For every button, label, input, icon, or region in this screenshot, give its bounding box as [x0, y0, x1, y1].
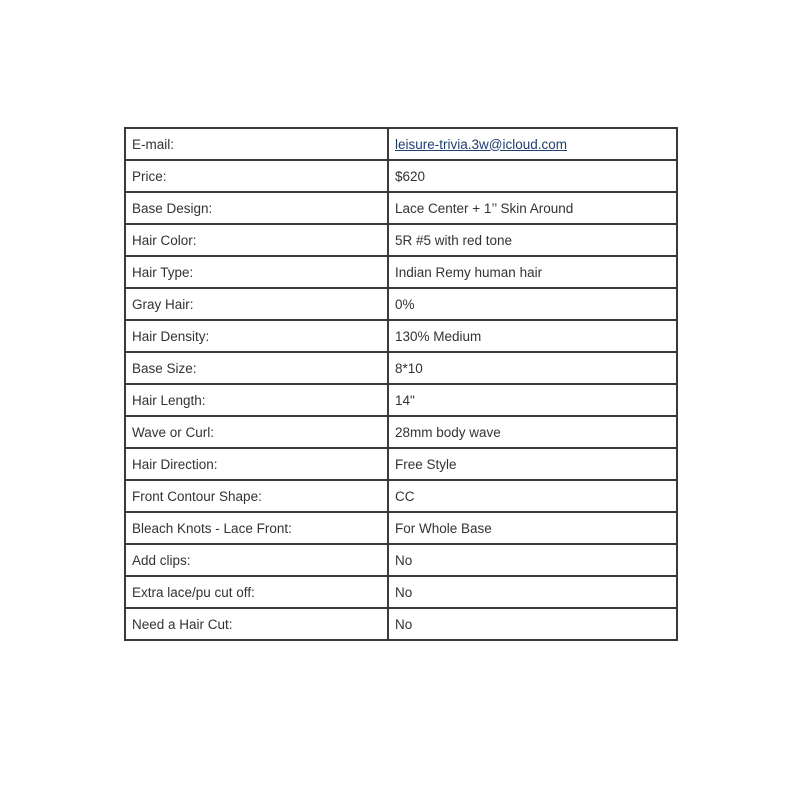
table-row — [125, 416, 677, 448]
row-label: Wave or Curl: — [125, 416, 388, 448]
table-row — [125, 608, 677, 640]
row-label: Price: — [125, 160, 388, 192]
row-value: 130% Medium — [388, 320, 677, 352]
row-value: CC — [388, 480, 677, 512]
row-value: 28mm body wave — [388, 416, 677, 448]
email-link[interactable]: leisure-trivia.3w@icloud.com — [395, 136, 568, 152]
row-label: Base Design: — [125, 192, 388, 224]
row-value: 8*10 — [388, 352, 677, 384]
row-label: Add clips: — [125, 544, 388, 576]
row-label: E-mail: — [125, 128, 388, 160]
table-row — [125, 576, 677, 608]
table-row — [125, 256, 677, 288]
row-label: Need a Hair Cut: — [125, 608, 388, 640]
row-label: Hair Type: — [125, 256, 388, 288]
table-row — [125, 384, 677, 416]
row-label: Hair Direction: — [125, 448, 388, 480]
row-label: Front Contour Shape: — [125, 480, 388, 512]
row-value: For Whole Base — [388, 512, 677, 544]
table-row — [125, 448, 677, 480]
row-value: 0% — [388, 288, 677, 320]
table-row — [125, 128, 677, 160]
table-row — [125, 544, 677, 576]
row-value: Free Style — [388, 448, 677, 480]
row-value: No — [388, 576, 677, 608]
table-row — [125, 288, 677, 320]
row-value: Indian Remy human hair — [388, 256, 677, 288]
row-value: 5R #5 with red tone — [388, 224, 677, 256]
row-label: Hair Density: — [125, 320, 388, 352]
row-label: Base Size: — [125, 352, 388, 384]
table-row — [125, 320, 677, 352]
row-value: Lace Center + 1’’ Skin Around — [388, 192, 677, 224]
row-value: No — [388, 544, 677, 576]
row-label: Hair Length: — [125, 384, 388, 416]
row-label: Bleach Knots - Lace Front: — [125, 512, 388, 544]
row-value: 14" — [388, 384, 677, 416]
table-row — [125, 192, 677, 224]
row-label: Hair Color: — [125, 224, 388, 256]
row-value: $620 — [388, 160, 677, 192]
row-value: No — [388, 608, 677, 640]
row-label: Gray Hair: — [125, 288, 388, 320]
row-value-cell — [388, 128, 677, 160]
row-label: Extra lace/pu cut off: — [125, 576, 388, 608]
table-row — [125, 512, 677, 544]
order-spec-table — [124, 127, 678, 641]
table-row — [125, 352, 677, 384]
table-row — [125, 480, 677, 512]
table-row — [125, 224, 677, 256]
table-row — [125, 160, 677, 192]
